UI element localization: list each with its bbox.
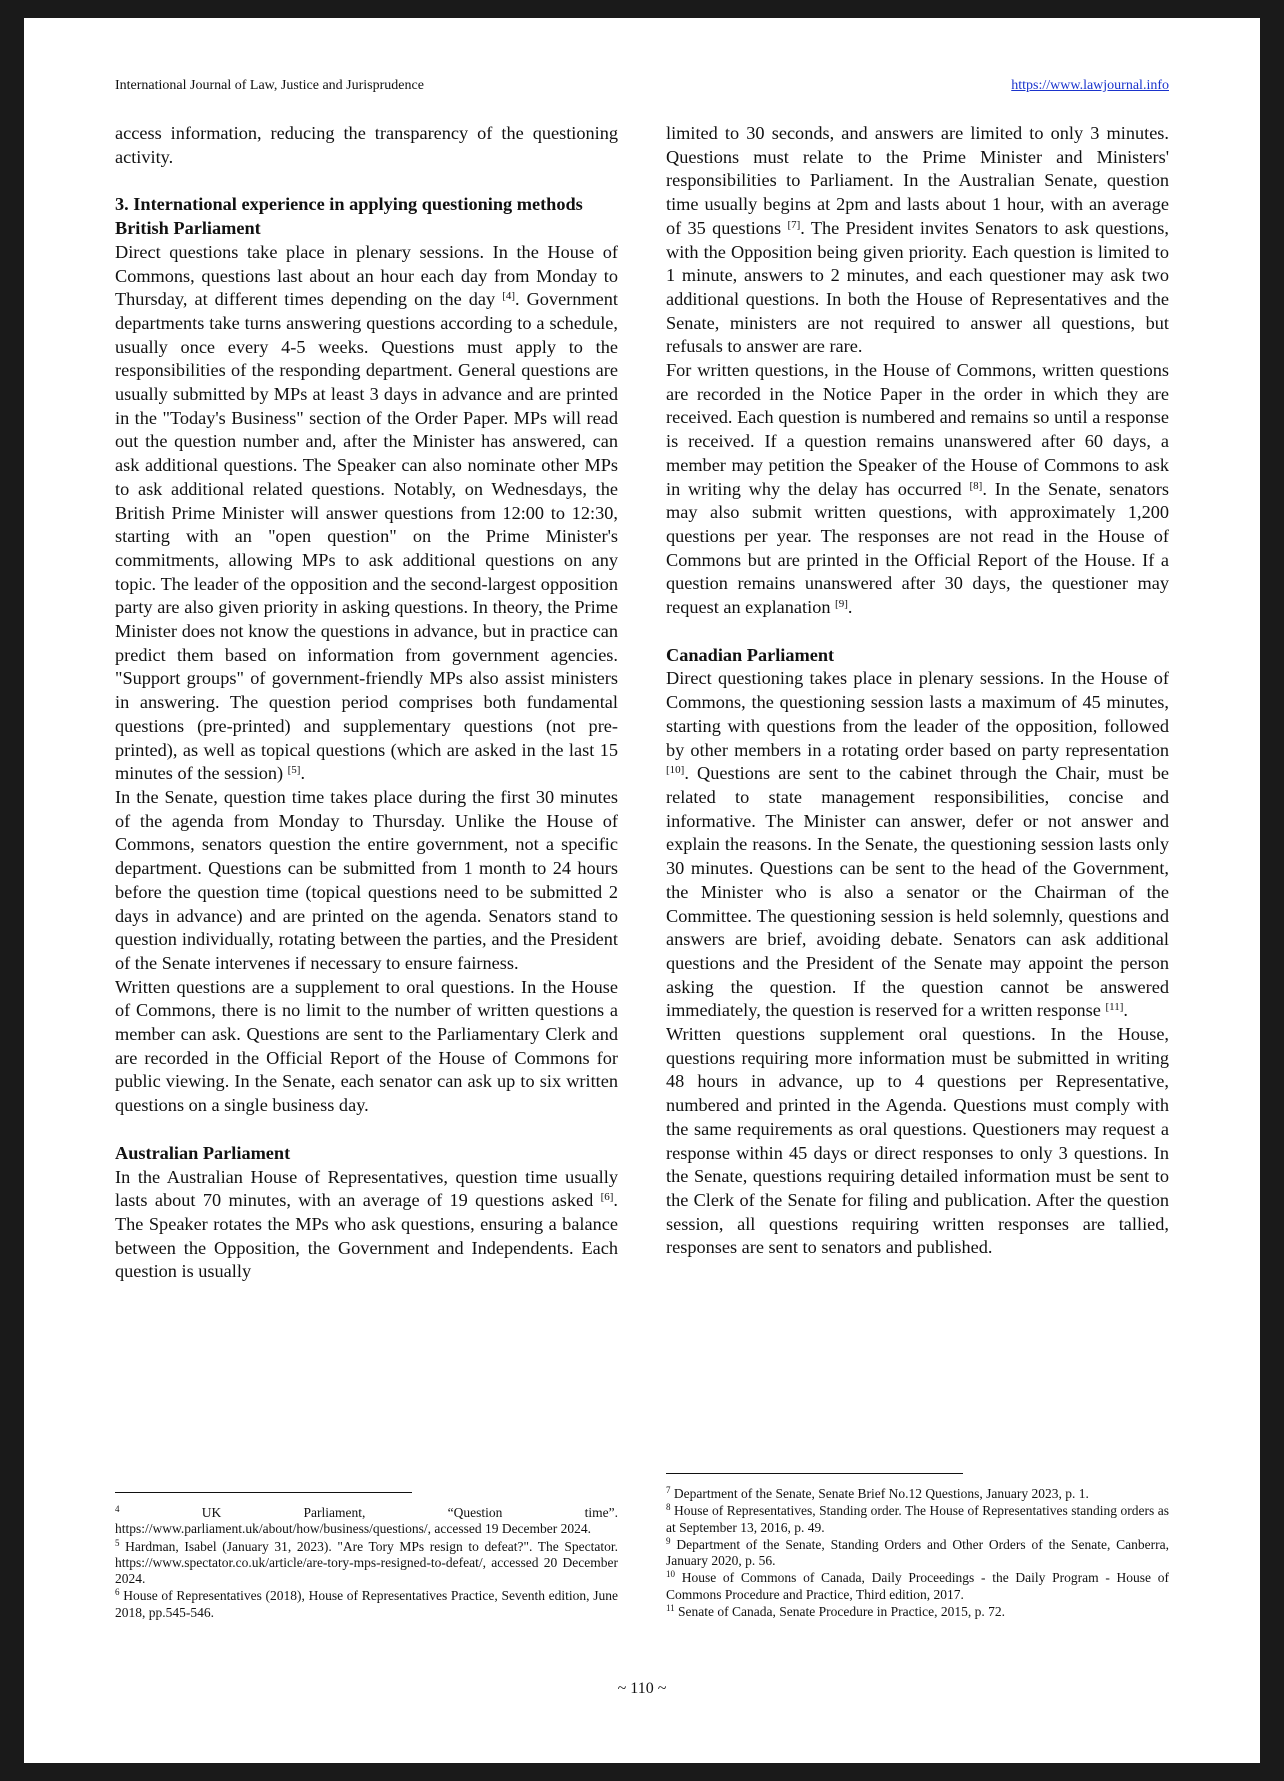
footnote: $^4$ UK Parliament, “Question time”. https://www.parliament.uk/about/how/business/questions/, accessed 19 December 2024. [115, 1504, 618, 1537]
paragraph: Direct questions take place in plenary sessions. In the House of Commons, questions last about an hour each day from Monday to Thursday, at different times depending on the day [4]. Government departments take turns answering questions according to a schedule, usually once every 4-5 weeks. Questions must apply to the responsibilities of the responding department. General questions are usually submitted by MPs at least 3 days in advance and are printed in the "Today's Business" section of the Order Paper. MPs will read out the question number and, after the Minister has answered, can ask additional questions. The Speaker can also nominate other MPs to ask additional related questions. Notably, on Wednesdays, the British Prime Minister will answer questions from 12:00 to 12:30, starting with an "open question" on the Prime Minister's commitments, allowing MPs to ask additional questions on any topic. The leader of the opposition and the second-largest opposition party are also given priority in asking questions. In theory, the Prime Minister does not know the questions in advance, but in practice can predict them based on information from government agencies. "Support groups" of government-friendly MPs also assist ministers in answering. The question period comprises both fundamental questions (pre-printed) and supplementary questions (not pre-printed), as well as topical questions (which are asked in the last 15 minutes of the session) [5]. [115, 241, 618, 784]
subsection-heading-australian: Australian Parliament [115, 1142, 291, 1163]
section-heading: 3. International experience in applying questioning methods [115, 194, 583, 215]
paragraph: In the Senate, question time takes place during the first 30 minutes of the agenda from Monday to Thursday. Unlike the House of Commons, senators question the entire government, not a specific department. Questions can be submitted from 1 month to 24 hours before the question time (topical questions need to be submitted 2 days in advance) and are printed on the agenda. Senators stand to question individually, rotating between the parties, and the President of the Senate intervenes if necessary to ensure fairness. [115, 786, 618, 973]
paragraph: For written questions, in the House of Commons, written questions are recorded in the Notice Paper in the order in which they are received. Each question is numbered and remains so until a response is received. If a question remains unanswered after 60 days, a member may petition the Speaker of the House of Commons to ask in writing why the delay has occurred [8]. In the Senate, senators may also submit written questions, with approximately 1,200 questions per year. The responses are not read in the House of Commons but are printed in the Official Report of the House. If a question remains unanswered after 30 days, the questioner may request an explanation [9]. [666, 360, 1169, 618]
paragraph: access information, reducing the transparency of the questioning activity. [115, 123, 618, 167]
footnote: $^5$ Hardman, Isabel (January 31, 2023). "Are Tory MPs resign to defeat?". The Spectator. https://www.spectator.co.uk/article/are-tory-mps-resigned-to-defeat/, accessed 20 December 2024. [115, 1537, 618, 1587]
page-number: ~ 110 ~ [617, 1680, 667, 1697]
citation-ref[interactable]: [8] [969, 479, 983, 492]
subsection-heading-canadian: Canadian Parliament [666, 644, 835, 665]
footnote: $^{10}$ House of Commons of Canada, Daily Proceedings - the Daily Program - House of Commons Procedure and Practice, Third edition, 2017. [666, 1569, 1169, 1602]
left-column [115, 122, 618, 1284]
paper-page [24, 18, 1260, 1763]
paragraph: Written questions supplement oral questions. In the House, questions requiring more information must be submitted in writing 48 hours in advance, up to 4 questions per Representative, numbered and printed in the Agenda. Questions must comply with the same requirements as oral questions. Questioners may request a response within 45 days or direct responses to only 3 questions. In the Senate, questions requiring detailed information must be sent to the Clerk of the Senate for filing and publication. After the question session, all questions requiring written responses are tallied, responses are sent to senators and published. [666, 1024, 1169, 1258]
citation-ref[interactable]: [5] [287, 764, 301, 777]
paragraph: Direct questioning takes place in plenary sessions. In the House of Commons, the questioning session lasts a maximum of 45 minutes, starting with questions from the leader of the opposition, followed by other members in a rotating order based on party representation [10]. Questions are sent to the cabinet through the Chair, must be related to state management responsibilities, concise and informative. The Minister can answer, defer or not answer and explain the reasons. In the Senate, the questioning session lasts only 30 minutes. Questions can be sent to the head of the Government, the Minister who is also a senator or the Chairman of the Committee. The questioning session is held solemnly, questions and answers are brief, avoiding debate. Senators can ask additional questions and the President of the Senate may appoint the person asking the question. If the question cannot be answered immediately, the question is reserved for a written response [11]. [666, 668, 1169, 1021]
footnote: $^{11}$ Senate of Canada, Senate Procedure in Practice, 2015, p. 72. [666, 1603, 1005, 1620]
paragraph: In the Australian House of Representatives, question time usually lasts about 70 minutes, with an average of 19 questions asked [6]. The Speaker rotates the MPs who ask questions, ensuring a balance between the Opposition, the Government and Independents. Each question is usually [115, 1166, 618, 1282]
citation-ref[interactable]: [11] [1105, 1001, 1124, 1014]
footnotes-right [666, 1486, 1169, 1621]
journal-url-link[interactable]: https://www.lawjournal.info [1011, 78, 1169, 93]
footnote-divider [115, 1492, 412, 1493]
paragraph: Written questions are a supplement to oral questions. In the House of Commons, there is no limit to the number of written questions a member can ask. Questions are sent to the Parliamentary Clerk and are recorded in the Official Report of the House of Commons for public viewing. In the Senate, each senator can ask up to six written questions on a single business day. [115, 976, 618, 1116]
footnote: $^7$ Department of the Senate, Senate Brief No.12 Questions, January 2023, p. 1. [666, 1485, 1089, 1501]
citation-ref[interactable]: [4] [502, 290, 516, 303]
citation-ref[interactable]: [10] [666, 764, 685, 777]
footnote-divider [666, 1473, 963, 1474]
citation-ref[interactable]: [6] [600, 1191, 614, 1204]
right-column [666, 122, 1169, 1260]
footnote: $^8$ House of Representatives, Standing order. The House of Representatives standing orders as at September 13, 2016, p. 49. [666, 1502, 1169, 1535]
citation-ref[interactable]: [9] [835, 598, 848, 611]
citation-ref[interactable]: [7] [787, 218, 801, 231]
subsection-heading-british: British Parliament [115, 218, 261, 239]
journal-title: International Journal of Law, Justice and Jurisprudence [115, 78, 424, 93]
paragraph: limited to 30 seconds, and answers are limited to only 3 minutes. Questions must relate to the Prime Minister and Ministers' responsibilities to Parliament. In the Australian Senate, question time usually begins at 2pm and lasts about 1 hour, with an average of 35 questions [7]. The President invites Senators to ask questions, with the Opposition being given priority. Each question is limited to 1 minute, answers to 2 minutes, and each questioner may ask two additional questions. In both the House of Representatives and the Senate, ministers are not required to answer all questions, but refusals to answer are rare. [666, 123, 1169, 357]
footnotes-left [115, 1505, 618, 1622]
footnote: $^6$ House of Representatives (2018), House of Representatives Practice, Seventh edition, June 2018, pp.545-546. [115, 1587, 619, 1620]
footnote: $^9$ Department of the Senate, Standing Orders and Other Orders of the Senate, Canberra, January 2020, p. 56. [666, 1535, 1170, 1569]
